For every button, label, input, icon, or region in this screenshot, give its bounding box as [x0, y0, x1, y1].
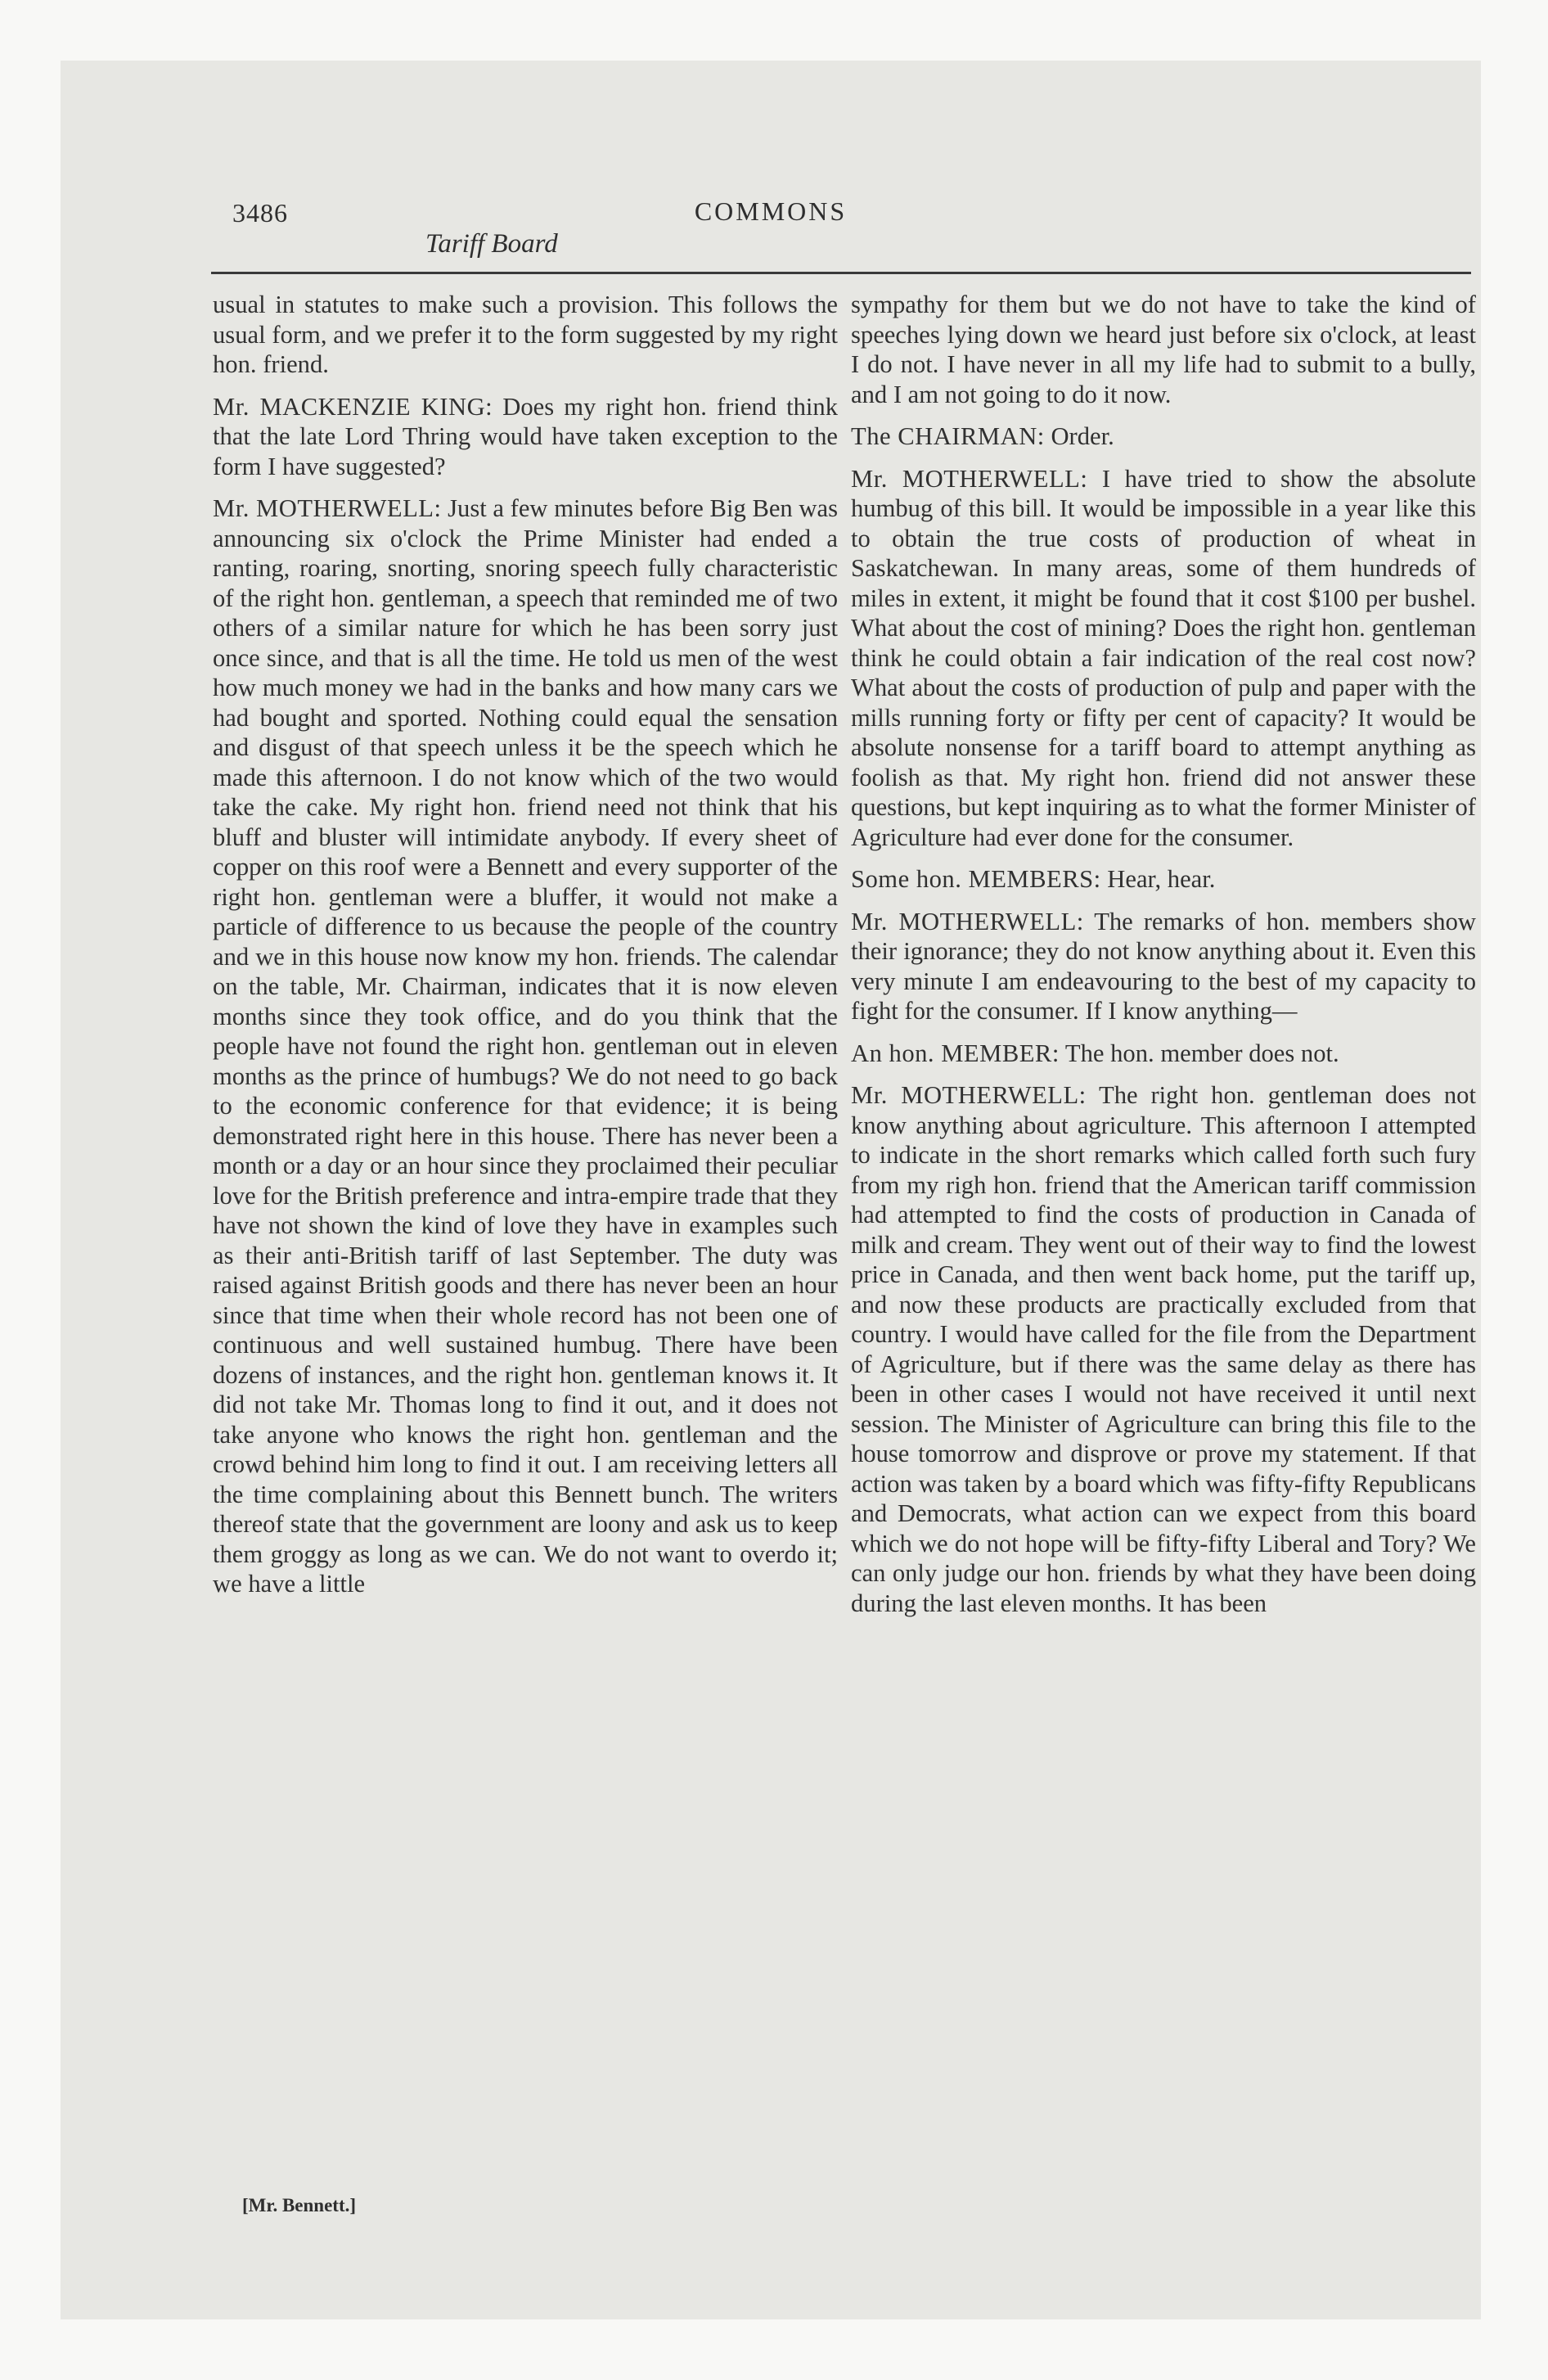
paragraph: [213, 392, 838, 482]
paragraph-text: I have tried to show the absolute humbug of this bill. It would be impossible in a year like this to obtain the true costs of production of wheat in Saskatchewan. In many areas, some of them hundreds of miles in extent, it might be found that it cost $100 per bushel. What about the cost of mining? Does the right hon. gentleman think he could obtain a fair indication of the real cost now? What about the costs of production of pulp and paper with the mills running forty or fifty per cent of capacity? It would be absolute nonsense for a tariff board to attempt anything as foolish as that. My right hon. friend did not answer these questions, but kept inquiring as to what the former Minister of Agriculture had ever done for the consumer.: [851, 464, 1476, 851]
paragraph-text: The right hon. gentleman does not know anything about agriculture. This afternoon I attempted to indicate in the short remarks which called forth such fury from my righ hon. friend that the American tariff commission had attempted to find the costs of production in Canada of milk and cream. They went out of their way to find the lowest price in Canada, and then went back home, put the tariff up, and now these products are practically excluded from that country. I would have called for the file from the Department of Agriculture, but if there was the same delay as there has been in other cases I would not have received it until next session. The Minister of Agriculture can bring this file to the house tomorrow and disprove or prove my statement. If that action was taken by a board which was fifty-fifty Republicans and Democrats, what action can we expect from this board which we do not hope will be fifty-fifty Liberal and Tory? We can only judge our hon. friends by what they have been doing during the last eleven months. It has been: [851, 1081, 1476, 1617]
paragraph-text: sympathy for them but we do not have to take the kind of speeches lying down we heard just before six o'clock, at least I do not. I have never in all my life had to submit to a bully, and I am not going to do it now.: [851, 291, 1476, 408]
paragraph-text: Hear, hear.: [1100, 865, 1216, 893]
speaker-name: Some hon. MEMBERS:: [851, 865, 1101, 893]
speaker-name: Mr. MOTHERWELL:: [851, 907, 1084, 935]
right-column: [851, 290, 1476, 1630]
paragraph: [851, 907, 1476, 1026]
paragraph: [213, 290, 838, 380]
header-rule: [211, 272, 1471, 274]
page-sheet: [61, 61, 1481, 2319]
speaker-name: The CHAIRMAN:: [851, 422, 1045, 450]
paragraph: [851, 464, 1476, 853]
paragraph-text: The hon. member does not.: [1059, 1039, 1339, 1067]
speaker-footnote: [Mr. Bennett.]: [242, 2195, 357, 2215]
paragraph: [851, 1080, 1476, 1618]
running-title: Tariff Board: [425, 229, 558, 259]
paragraph: [851, 1039, 1476, 1069]
paragraph-text: Just a few minutes before Big Ben was announcing six o'clock the Prime Minister had ended a ranting, roaring, snorting, snoring speech fully characteristic of the right hon. gentleman, a speech that reminded me of two others of a similar nature for which he has been sorry just once since, and that is all the time. He told us men of the west how much money we had in the banks and how many cars we had bought and sported. Nothing could equal the sensation and disgust of that speech unless it be the speech which he made this afternoon. I do not know which of the two would take the cake. My right hon. friend need not think that his bluff and bluster will intimidate anybody. If every sheet of copper on this roof were a Bennett and every supporter of the right hon. gentleman were a bluffer, it would not make a particle of difference to us because the people of the country and we in this house now know my hon. friends. The calendar on the table, Mr. Chairman, indicates that it is now eleven months since they took office, and do you think that the people have not found the right hon. gentleman out in eleven months as the prince of humbugs? We do not need to go back to the economic conference for that evidence; it is being demonstrated right here in this house. There has never been a month or a day or an hour since they proclaimed their peculiar love for the British preference and intra-empire trade that they have not shown the kind of love they have in examples such as their anti-British tariff of last September. The duty was raised against British goods and there has never been an hour since that time when their whole record has not been one of continuous and well sustained humbug. There have been dozens of instances, and the right hon. gentleman knows it. It did not take Mr. Thomas long to find it out, and it does not take anyone who knows the right hon. gentleman and the crowd behind him long to find it out. I am receiving letters all the time complaining about this Bennett bunch. The writers thereof state that the government are loony and ask us to keep them groggy as long as we can. We do not want to overdo it; we have a little: [213, 494, 838, 1598]
paragraph: [851, 421, 1476, 452]
paragraph: [851, 864, 1476, 895]
paragraph-text: Order.: [1044, 422, 1114, 450]
page-number: 3486: [232, 198, 288, 228]
speaker-name: Mr. MOTHERWELL:: [851, 1081, 1087, 1109]
speaker-name: Mr. MOTHERWELL:: [851, 464, 1088, 493]
speaker-name: Mr. MOTHERWELL:: [213, 494, 442, 522]
left-column: [213, 290, 838, 1611]
chamber-heading: COMMONS: [694, 196, 848, 226]
paragraph: [213, 494, 838, 1599]
paragraph-text: Does my right hon. friend think that the late Lord Thring would have taken exception to the form I have suggested?: [213, 392, 838, 480]
speaker-name: Mr. MACKENZIE KING:: [213, 392, 493, 421]
paragraph: [851, 290, 1476, 409]
speaker-name: An hon. MEMBER:: [851, 1039, 1060, 1067]
paragraph-text: usual in statutes to make such a provision. This follows the usual form, and we prefer it to the form suggested by my right hon. friend.: [213, 291, 838, 378]
paragraph-text: The remarks of hon. members show their ignorance; they do not know anything about it. Even this very minute I am endeavouring to the best of my capacity to fight for the consumer. If I know anything—: [851, 907, 1476, 1025]
